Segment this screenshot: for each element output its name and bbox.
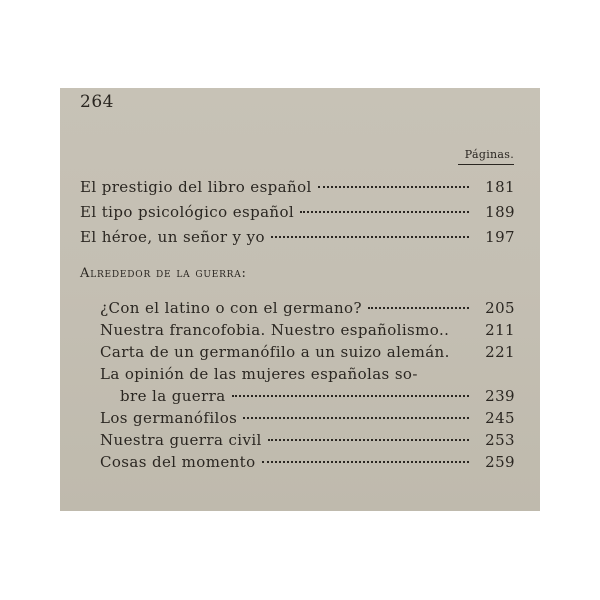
toc-entry-title: El prestigio del libro español xyxy=(80,178,312,196)
toc-entry xyxy=(100,343,515,365)
toc-entry-page: 197 xyxy=(485,228,515,246)
toc-entry-continuation xyxy=(120,387,515,409)
toc-entry-title: Nuestra francofobia. Nuestro españolismo.. xyxy=(100,321,450,339)
toc-entry-title: Cosas del momento xyxy=(100,453,256,471)
toc-entry-page: 239 xyxy=(485,387,515,405)
toc-entry xyxy=(100,299,515,321)
toc-entry-title: Carta de un germanófilo a un suizo alemán. xyxy=(100,343,450,361)
toc-entry-page: 253 xyxy=(485,431,515,449)
book-page xyxy=(60,88,540,511)
toc-entry xyxy=(80,228,515,250)
pages-column-header: Páginas. xyxy=(464,148,514,161)
dot-leader xyxy=(368,307,469,309)
toc-entry xyxy=(100,321,515,343)
section-heading: Alrededor de la guerra: xyxy=(80,266,247,281)
toc-entry-title-continuation: bre la guerra xyxy=(120,387,226,405)
toc-entry-page: 221 xyxy=(485,343,515,361)
toc-entry-title: El héroe, un señor y yo xyxy=(80,228,265,246)
dot-leader xyxy=(232,395,469,397)
toc-entry-page: 211 xyxy=(485,321,515,339)
toc-entry-page: 189 xyxy=(485,203,515,221)
toc-entry-page: 259 xyxy=(485,453,515,471)
dot-leader xyxy=(300,211,469,213)
dot-leader xyxy=(271,236,469,238)
toc-entry xyxy=(80,178,515,200)
toc-entry-page: 245 xyxy=(485,409,515,427)
toc-entry-title: ¿Con el latino o con el germano? xyxy=(100,299,362,317)
toc-entry-page: 205 xyxy=(485,299,515,317)
header-rule xyxy=(458,164,514,165)
dot-leader xyxy=(318,186,469,188)
toc-entry-title: Nuestra guerra civil xyxy=(100,431,262,449)
toc-entry xyxy=(80,203,515,225)
toc-entry-page: 181 xyxy=(485,178,515,196)
toc-entry-title: Los germanófilos xyxy=(100,409,238,427)
toc-entry-title: La opinión de las mujeres españolas so- xyxy=(100,365,418,383)
page-number: 264 xyxy=(80,92,114,112)
toc-entry-title: El tipo psicológico español xyxy=(80,203,295,221)
toc-entry xyxy=(100,365,515,387)
